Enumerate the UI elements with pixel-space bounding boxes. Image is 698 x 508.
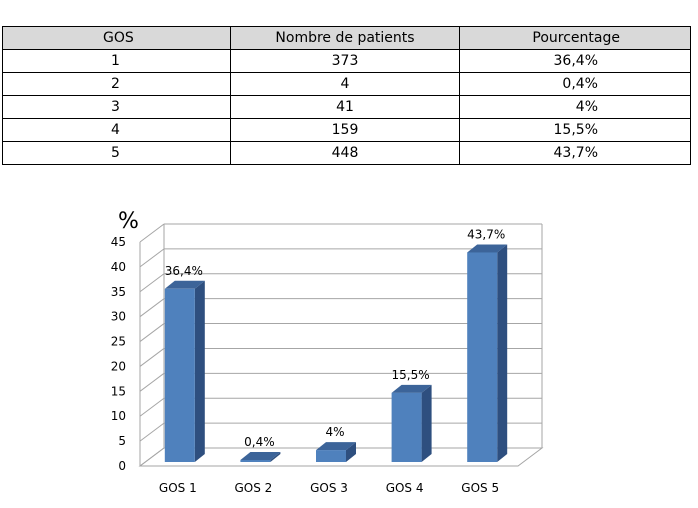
header-pourcentage: Pourcentage: [460, 27, 691, 50]
y-tick-label: 5: [118, 434, 126, 449]
cell-patients: 448: [231, 142, 460, 165]
y-tick-label: 0: [118, 459, 126, 473]
gridline-wall: [140, 324, 164, 342]
y-tick-label: 40: [110, 259, 126, 274]
gridline-wall: [140, 274, 164, 292]
cell-gos: 5: [3, 142, 231, 165]
x-tick-label: GOS 2: [234, 481, 273, 495]
y-tick-label: 30: [110, 309, 126, 324]
gridline-wall: [140, 398, 164, 416]
gridline-wall: [140, 423, 164, 441]
y-tick-label: 45: [110, 235, 126, 249]
cell-gos: 4: [3, 119, 231, 142]
cell-patients: 4: [231, 73, 460, 96]
x-tick-label: GOS 1: [158, 481, 197, 495]
data-label: 4%: [325, 425, 345, 440]
y-tick-label: 20: [110, 359, 126, 374]
cell-pourcentage: 15,5%: [460, 119, 691, 142]
cell-gos: 1: [3, 50, 231, 73]
cell-pourcentage: 4%: [460, 96, 691, 119]
bar-3: [316, 450, 346, 462]
cell-patients: 41: [231, 96, 460, 119]
data-label: 0,4%: [244, 435, 275, 449]
y-tick-label: 35: [110, 284, 126, 299]
bar-1: [165, 289, 195, 462]
cell-gos: 2: [3, 73, 231, 96]
bar-2: [240, 460, 270, 462]
data-label: 43,7%: [467, 227, 506, 242]
bar-side-5: [497, 244, 507, 462]
header-gos: GOS: [3, 27, 231, 50]
gridline-wall: [140, 373, 164, 391]
gridline-wall: [140, 299, 164, 317]
header-nombre-patients: Nombre de patients: [231, 27, 460, 50]
bar-side-4: [422, 385, 432, 462]
gridline-wall: [140, 348, 164, 366]
x-tick-label: GOS 3: [310, 481, 348, 495]
bar-side-1: [195, 281, 205, 462]
cell-patients: 159: [231, 119, 460, 142]
y-axis-unit-label: %: [118, 209, 139, 234]
cell-pourcentage: 36,4%: [460, 50, 691, 73]
y-tick-label: 10: [110, 409, 126, 424]
data-label: 15,5%: [391, 367, 430, 382]
y-tick-label: 25: [110, 334, 126, 349]
cell-pourcentage: 43,7%: [460, 142, 691, 165]
cell-pourcentage: 0,4%: [460, 73, 691, 96]
cell-patients: 373: [231, 50, 460, 73]
data-label: 36,4%: [164, 263, 203, 278]
cell-gos: 3: [3, 96, 231, 119]
x-tick-label: GOS 4: [385, 481, 424, 495]
bar-4: [392, 393, 422, 462]
gridline-wall: [140, 224, 164, 242]
x-tick-label: GOS 5: [461, 481, 500, 495]
bar-5: [467, 252, 497, 462]
y-tick-label: 15: [110, 384, 126, 399]
gridline-wall: [140, 249, 164, 267]
